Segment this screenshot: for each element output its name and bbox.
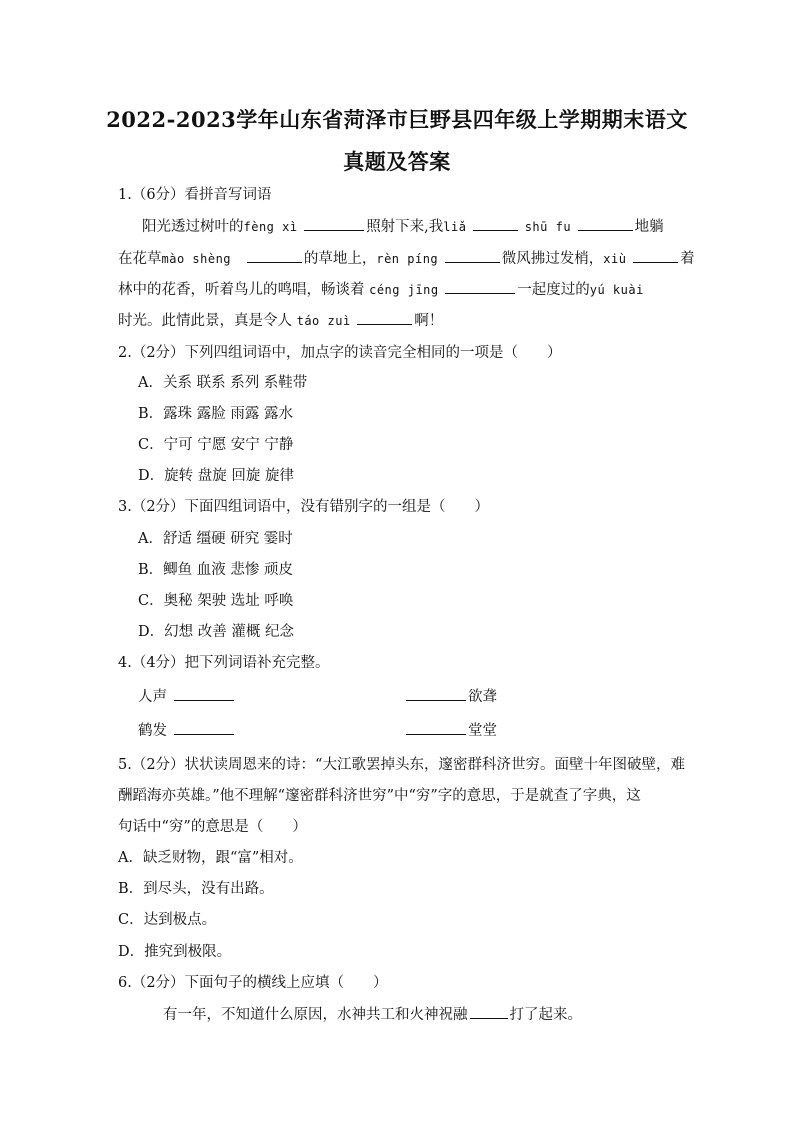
question-3-option-b[interactable]: B．鲫鱼 血液 悲惨 顽皮 — [138, 562, 293, 578]
question-3-option-d[interactable]: D．幻想 改善 灌概 纪念 — [138, 624, 294, 640]
idiom-blank-3[interactable] — [174, 720, 234, 735]
pinyin-cengjing: céng jīng — [369, 283, 439, 297]
document-title-line-1: 2022-2023学年山东省菏泽市巨野县四年级上学期期末语文 — [106, 107, 688, 132]
idiom-fill-2 — [404, 686, 497, 708]
answer-blank-8[interactable] — [357, 310, 412, 325]
passage-text: 阳光透过树叶的 — [142, 219, 244, 235]
idiom-suffix: 堂堂 — [468, 723, 497, 739]
question-1-passage-line-4 — [118, 310, 678, 332]
idiom-fill-1 — [138, 686, 236, 708]
question-1-heading: 1.（6分）看拼音写词语 — [118, 187, 272, 203]
pinyin-xiu: xiù — [603, 252, 627, 266]
question-5-text-line-1: 5.（2分）状状读周恩来的诗：“大江歌罢掉头东，邃密群科济世穷。面壁十年图破壁，难 — [118, 757, 685, 773]
question-6-sentence — [163, 1004, 723, 1026]
idiom-blank-2[interactable] — [406, 686, 466, 701]
passage-text: 照射下来,我 — [366, 219, 444, 235]
passage-text: 啊！ — [414, 313, 444, 329]
question-2-heading: 2.（2分）下列四组词语中，加点字的读音完全相同的一项是（ ） — [118, 345, 562, 361]
answer-blank-7[interactable] — [445, 279, 515, 294]
question-2-option-b[interactable]: B．露珠 露脸 雨露 露水 — [138, 406, 293, 422]
answer-blank-6[interactable] — [633, 248, 678, 263]
question-3-option-c[interactable]: C．奥秘 架驶 选址 呼唤 — [138, 593, 294, 609]
pinyin-maosheng: mào shèng — [161, 252, 232, 266]
answer-blank-1[interactable] — [304, 216, 364, 231]
question-5-option-d[interactable]: D．推究到极限。 — [118, 944, 232, 960]
passage-text: 着 — [680, 251, 695, 267]
sentence-text: 打了起来。 — [509, 1007, 582, 1023]
pinyin-shufu: shū fu — [524, 220, 572, 234]
passage-text: 时光。此情此景，真是令人 — [118, 313, 292, 329]
passage-text: 的草地上， — [303, 251, 377, 267]
sentence-blank[interactable] — [470, 1004, 508, 1019]
passage-text: 在花草 — [118, 251, 162, 267]
pinyin-taozui: táo zuì — [296, 314, 351, 328]
passage-text: 地躺 — [634, 219, 664, 235]
idiom-fill-3 — [138, 720, 236, 742]
pinyin-renping: rèn píng — [376, 252, 439, 266]
passage-text: 一起度过的 — [517, 282, 590, 298]
question-5-option-c[interactable]: C．达到极点。 — [118, 912, 217, 928]
idiom-suffix: 欲聋 — [468, 689, 497, 705]
passage-text: 林中的花香，听着鸟儿的鸣唱，畅谈着 — [118, 282, 365, 298]
question-4-heading: 4.（4分）把下列词语补充完整。 — [118, 655, 330, 671]
sentence-text: 有一年，不知道什么原因，水神共工和火神祝融 — [163, 1007, 468, 1023]
question-2-option-d[interactable]: D．旋转 盘旋 回旋 旋律 — [138, 468, 294, 484]
idiom-blank-4[interactable] — [406, 720, 466, 735]
question-2-option-a[interactable]: A．关系 联系 系列 系鞋带 — [138, 375, 308, 391]
question-3-heading: 3.（2分）下面四组词语中，没有错别字的一组是（ ） — [118, 499, 490, 515]
pinyin-lia: liǎ — [443, 220, 467, 234]
question-1-passage-line-2 — [118, 248, 695, 270]
pinyin-fengxi: fèng xì — [243, 220, 298, 234]
answer-blank-3[interactable] — [578, 216, 633, 231]
question-5-option-b[interactable]: B．到尽头，没有出路。 — [118, 881, 274, 897]
question-1-passage-line-3 — [118, 279, 678, 301]
question-5-text-line-2: 酬蹈海亦英雄。”他不理解“邃密群科济世穷”中“穷”字的意思，于是就查了字典，这 — [118, 788, 641, 804]
passage-text: 微风拂过发梢， — [501, 251, 604, 267]
answer-blank-2[interactable] — [473, 216, 518, 231]
pinyin-yukuai: yú kuài — [589, 283, 644, 297]
question-5-text-line-3: 句话中“穷”的意思是（ ） — [118, 819, 307, 835]
idiom-prefix: 人声 — [138, 689, 167, 705]
question-6-heading: 6.（2分）下面句子的横线上应填（ ） — [118, 975, 388, 991]
idiom-fill-4 — [404, 720, 497, 742]
answer-blank-5[interactable] — [445, 248, 500, 263]
question-5-option-a[interactable]: A．缺乏财物，跟“富”相对。 — [118, 850, 303, 866]
document-title-line-2: 真题及答案 — [343, 149, 451, 174]
idiom-blank-1[interactable] — [174, 686, 234, 701]
idiom-prefix: 鹤发 — [138, 723, 167, 739]
question-1-passage-line-1 — [142, 216, 678, 238]
answer-blank-4[interactable] — [247, 248, 302, 263]
question-3-option-a[interactable]: A．舒适 缰硬 研究 霎时 — [138, 531, 293, 547]
question-2-option-c[interactable]: C．宁可 宁愿 安宁 宁静 — [138, 437, 294, 453]
